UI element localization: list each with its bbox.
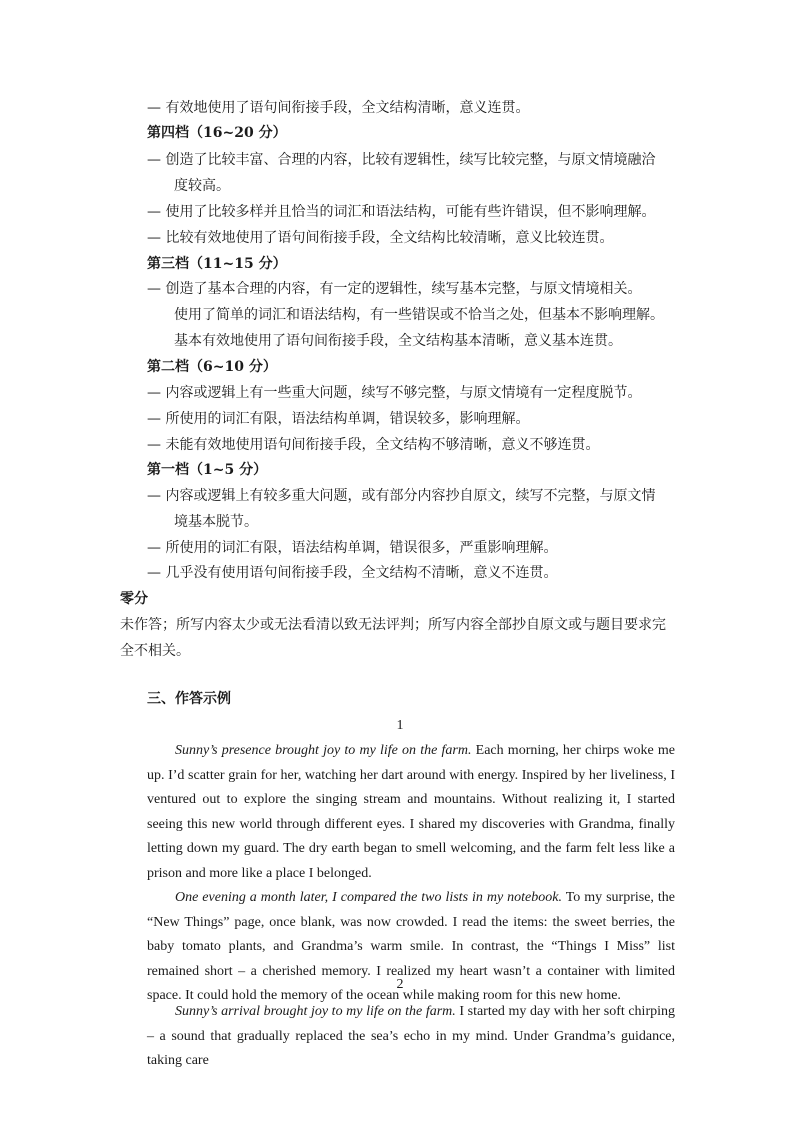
tier2-item: — 所使用的词汇有限，语法结构单调，错误较多，影响理解。 (147, 411, 530, 427)
zero-description-continued: 全不相关。 (120, 643, 190, 659)
tier2-item: — 内容或逻辑上有一些重大问题，续写不够完整，与原文情境有一定程度脱节。 (147, 385, 642, 401)
sample-2-text (147, 1000, 675, 1074)
tier1-title: 第一档（1~5 分） (147, 462, 268, 478)
tier1-item-continued: 境基本脱节。 (174, 514, 258, 530)
sample-2-p1-body: I started my day with her soft chirping – a sound that gradually replaced the sea’s echo in my mind. Under Grandma’s guidance, taking care (147, 1004, 675, 1068)
tier4-item: — 创造了比较丰富、合理的内容，比较有逻辑性，续写比较完整，与原文情境融洽 (147, 152, 656, 168)
tier4-title: 第四档（16~20 分） (147, 125, 287, 141)
tier2-title: 第二档（6~10 分） (147, 359, 277, 375)
sample-1-p2-italic: One evening a month later, I compared the two lists in my notebook. (175, 890, 562, 905)
tier3-title: 第三档（11~15 分） (147, 256, 287, 272)
sample-1-p1-body: Each morning, her chirps woke me up. I’d scatter grain for her, watching her dart around with energy. Inspired by her liveliness, I ventured out to explore the singing stream and mountains. Without realizing it, I started seeing this new world through different eyes. I shared my discoveries with Grandma, finally letting down my guard. The dry earth began to smell welcoming, and the farm felt less like a prison and more like a place I belonged. (147, 743, 675, 881)
zero-title: 零分 (120, 591, 148, 607)
sample-1-p1-italic: Sunny’s presence brought joy to my life on the farm. (175, 743, 472, 758)
sample-number: 2 (396, 977, 404, 992)
sample-1-p2-body: To my surprise, the “New Things” page, once blank, was now crowded. I read the items: the sweet berries, the baby tomato plants, and Grandma’s warm smile. In contrast, the “Things I Miss” list remained short – a cherished memory. I realized my heart wasn’t a container with limited space. It could hold the memory of the ocean while making room for this new home. (147, 890, 675, 1003)
tier1-item: — 内容或逻辑上有较多重大问题，或有部分内容抄自原文，续写不完整，与原文情 (147, 488, 656, 504)
section-title: 三、作答示例 (147, 691, 231, 707)
sample-2-p1-italic: Sunny’s arrival brought joy to my life on the farm. (175, 1004, 456, 1019)
sample-number: 1 (396, 718, 404, 733)
rubric-top-item: — 有效地使用了语句间衔接手段，全文结构清晰，意义连贯。 (147, 100, 530, 116)
sample-1-text (147, 739, 675, 1009)
tier4-item: — 比较有效地使用了语句间衔接手段，全文结构比较清晰，意义比较连贯。 (147, 230, 614, 246)
tier1-item: — 几乎没有使用语句间衔接手段，全文结构不清晰，意义不连贯。 (147, 565, 558, 581)
tier3-item: — 创造了基本合理的内容，有一定的逻辑性，续写基本完整，与原文情境相关。 (147, 281, 642, 297)
tier1-item: — 所使用的词汇有限，语法结构单调，错误很多，严重影响理解。 (147, 540, 558, 556)
sample-2-paragraph-1 (147, 1000, 675, 1074)
tier4-item-continued: 度较高。 (174, 178, 230, 194)
zero-description: 未作答；所写内容太少或无法看清以致无法评判；所写内容全部抄自原文或与题目要求完 (120, 617, 666, 633)
sample-1-paragraph-1 (147, 739, 675, 886)
tier3-item: 使用了简单的词汇和语法结构，有一些错误或不恰当之处，但基本不影响理解。 (174, 307, 664, 323)
tier3-item: 基本有效地使用了语句间衔接手段，全文结构基本清晰，意义基本连贯。 (174, 333, 622, 349)
tier4-item: — 使用了比较多样并且恰当的词汇和语法结构，可能有些许错误，但不影响理解。 (147, 204, 656, 220)
tier2-item: — 未能有效地使用语句间衔接手段，全文结构不够清晰，意义不够连贯。 (147, 437, 600, 453)
